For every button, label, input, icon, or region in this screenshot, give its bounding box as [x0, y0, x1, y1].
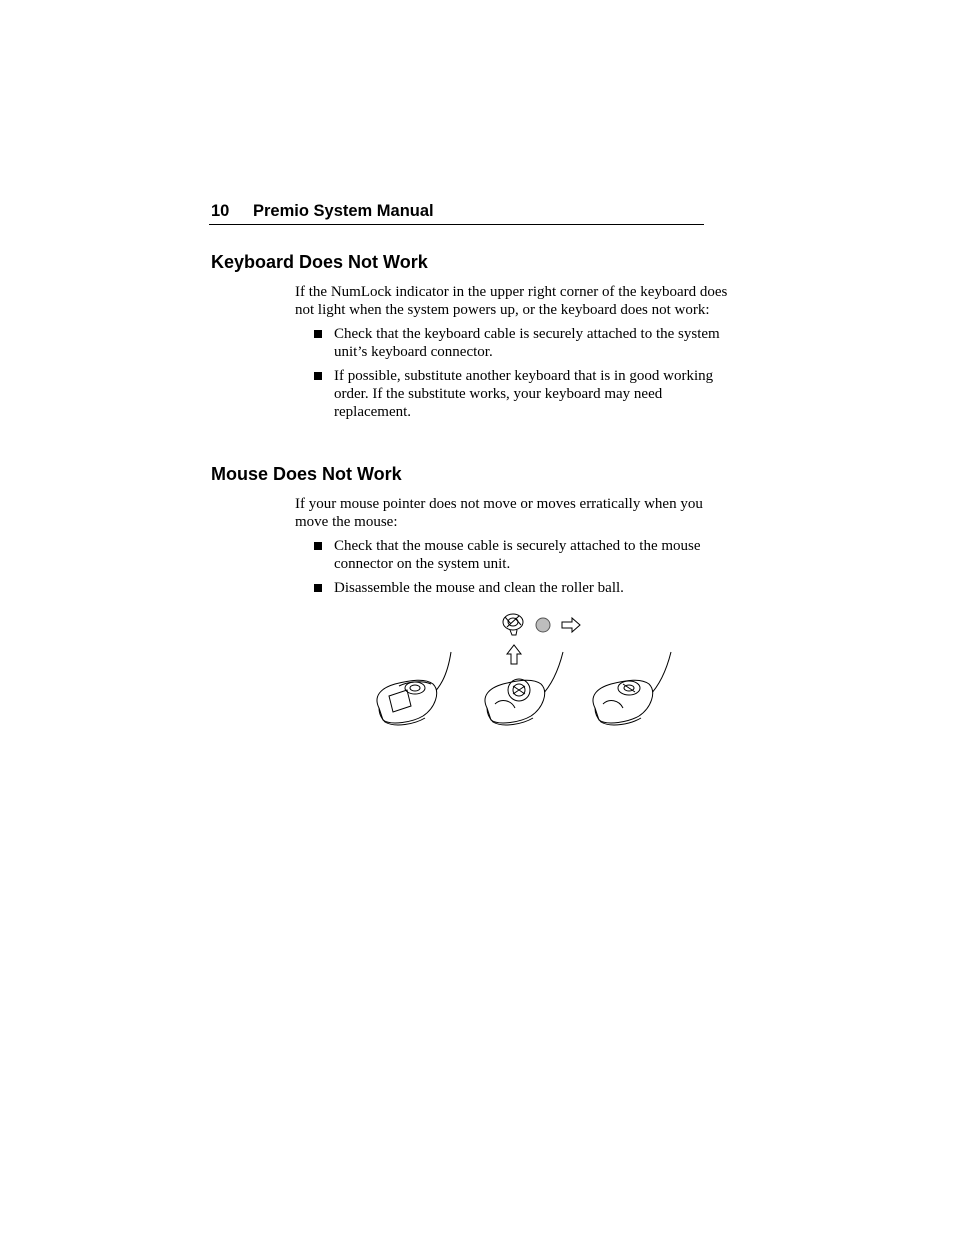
bullet-text: Check that the mouse cable is securely attached to the mouse connector on the system unit.: [334, 538, 701, 572]
up-arrow-icon: [507, 645, 521, 664]
list-item: [295, 367, 735, 421]
bullet-text: Check that the keyboard cable is securely attached to the system unit’s keyboard connector.: [334, 326, 720, 360]
ring-cover-icon: [503, 614, 523, 635]
bullet-square-icon: [314, 584, 322, 592]
manual-title: Premio System Manual: [253, 202, 434, 220]
bullet-text: Disassemble the mouse and clean the roller ball.: [334, 580, 624, 596]
keyboard-intro: If the NumLock indicator in the upper right corner of the keyboard does not light when the system powers up, or the keyboard does not work:: [295, 284, 728, 318]
mouse-cleaning-illustration: [365, 608, 685, 728]
bullet-text: If possible, substitute another keyboard that is in good working order. If the substitute works, your keyboard may need replacement.: [334, 368, 714, 420]
list-item: [295, 537, 735, 573]
mouse-section-body: [295, 495, 735, 597]
list-item: [295, 579, 735, 597]
mouse-section-heading: Mouse Does Not Work: [211, 464, 402, 484]
bullet-square-icon: [314, 372, 322, 380]
list-item: [295, 325, 735, 361]
page-number: 10: [211, 202, 230, 220]
keyboard-section-body: [295, 283, 735, 421]
bullet-square-icon: [314, 330, 322, 338]
right-arrow-icon: [562, 618, 580, 632]
mouse-icon: [485, 652, 563, 725]
bullet-square-icon: [314, 542, 322, 550]
mouse-icon: [377, 652, 451, 725]
mouse-bullet-list: [295, 537, 735, 597]
mouse-icon: [593, 652, 671, 725]
mouse-intro: If your mouse pointer does not move or moves erratically when you move the mouse:: [295, 496, 703, 530]
keyboard-section-heading: Keyboard Does Not Work: [211, 252, 428, 272]
keyboard-bullet-list: [295, 325, 735, 421]
roller-ball-icon: [536, 618, 550, 632]
page-header: [209, 202, 704, 225]
